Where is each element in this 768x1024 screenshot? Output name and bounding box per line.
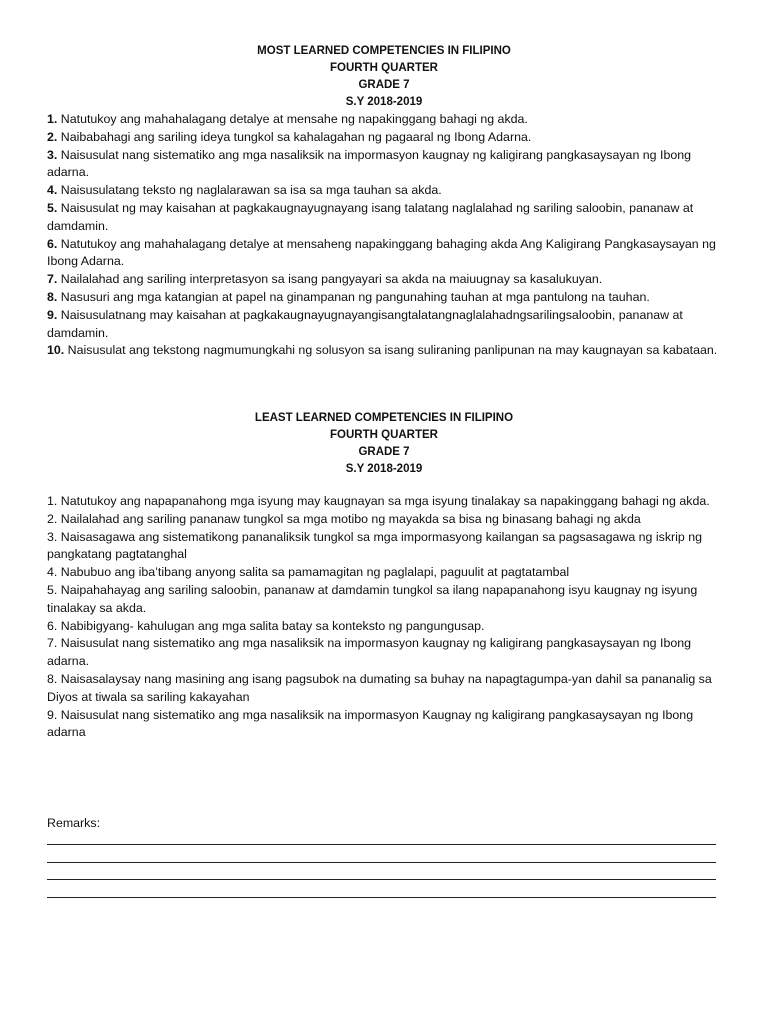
item-text: Nabibigyang- kahulugan ang mga salita batay sa konteksto ng pangungusap. bbox=[57, 618, 485, 633]
remarks-line bbox=[47, 897, 716, 898]
item-number: 6. bbox=[47, 236, 58, 251]
item-number: 2. bbox=[47, 511, 58, 526]
list-item bbox=[47, 564, 721, 582]
most-heading-title: MOST LEARNED COMPETENCIES IN FILIPINO bbox=[257, 45, 511, 57]
item-number: 9. bbox=[47, 307, 58, 322]
item-number: 8. bbox=[47, 671, 58, 686]
item-text: Naipahahayag ang sariling saloobin, pananaw at damdamin tungkol sa ilang napapanahong isyu kaugnay ng isyung tinalakay sa akda. bbox=[47, 582, 698, 615]
item-text: Naisusulat ng may kaisahan at pagkakaugnayugnayang isang talatang naglalahad ng sariling saloobin, pananaw at damdamin. bbox=[47, 200, 694, 233]
remarks-section bbox=[47, 815, 721, 914]
least-heading-grade: GRADE 7 bbox=[358, 446, 410, 458]
least-learned-heading bbox=[47, 410, 721, 478]
item-text: Nabubuo ang iba’tibang anyong salita sa pamamagitan ng paglalapi, paguulit at pagtatambal bbox=[57, 565, 570, 580]
item-text: Natutukoy ang mahahalagang detalye at mensahe ng napakinggang bahagi ng akda. bbox=[57, 112, 528, 126]
most-heading-grade: GRADE 7 bbox=[358, 79, 410, 91]
most-learned-heading bbox=[47, 43, 721, 111]
item-text: Naisusulatnang may kaisahan at pagkakaugnayugnayangisangtalatangnaglalahadngsarilingsaloobin, pananaw at damdamin. bbox=[47, 307, 683, 340]
list-item bbox=[47, 289, 721, 307]
item-number: 5. bbox=[47, 582, 58, 597]
item-text: Naisusulat nang sistematiko ang mga nasaliksik na impormasyon kaugnay ng kaligirang pangkasaysayan ng Ibong adarna. bbox=[47, 147, 692, 180]
item-text: Natutukoy ang mahahalagang detalye at mensaheng napakinggang bahaging akda Ang Kaligirang Pangkasaysayan ng Ibong Adarna. bbox=[47, 236, 716, 269]
remarks-line bbox=[47, 844, 716, 845]
list-item bbox=[47, 271, 721, 289]
item-text: Naisusulat nang sistematiko ang mga nasaliksik na impormasyon Kaugnay ng kaligirang pangkasaysayan ng Ibong adarna bbox=[47, 707, 694, 740]
list-item bbox=[47, 111, 721, 129]
list-item bbox=[47, 582, 721, 618]
item-number: 4. bbox=[47, 565, 58, 580]
item-number: 8. bbox=[47, 289, 58, 304]
item-number: 7. bbox=[47, 272, 58, 287]
most-heading-quarter: FOURTH QUARTER bbox=[330, 62, 438, 74]
least-heading-quarter: FOURTH QUARTER bbox=[330, 429, 438, 441]
list-item bbox=[47, 307, 721, 343]
item-number: 2. bbox=[47, 129, 58, 144]
item-number: 10. bbox=[47, 343, 65, 358]
item-text: Natutukoy ang napapanahong mga isyung may kaugnayan sa mga isyung tinalakay sa napakinggang bahagi ng akda. bbox=[57, 494, 710, 508]
least-heading-school-year: S.Y 2018-2019 bbox=[345, 463, 423, 475]
list-item bbox=[47, 147, 721, 183]
list-item bbox=[47, 671, 721, 707]
item-number: 6. bbox=[47, 618, 58, 633]
item-number: 3. bbox=[47, 529, 58, 544]
item-number: 7. bbox=[47, 636, 58, 651]
item-text: Nasusuri ang mga katangian at papel na ginampanan ng pangunahing tauhan at mga pantulong na tauhan. bbox=[57, 289, 650, 304]
list-item bbox=[47, 200, 721, 236]
remarks-label: Remarks: bbox=[47, 816, 101, 830]
item-number: 9. bbox=[47, 707, 58, 722]
item-number: 1. bbox=[47, 112, 58, 126]
most-heading-school-year: S.Y 2018-2019 bbox=[345, 96, 423, 108]
item-number: 4. bbox=[47, 183, 58, 198]
list-item bbox=[47, 493, 721, 511]
least-learned-list bbox=[47, 493, 721, 742]
list-item bbox=[47, 129, 721, 147]
item-text: Naisasagawa ang sistematikong pananaliksik tungkol sa mga impormasyong kailangan sa pagsasagawa ng iskrip ng pangkatang pagtatanghal bbox=[47, 529, 703, 562]
list-item bbox=[47, 182, 721, 200]
list-item bbox=[47, 236, 721, 272]
item-text: Naisusulat nang sistematiko ang mga nasaliksik na impormasyon kaugnay ng kaligirang pangkasaysayan ng Ibong adarna. bbox=[47, 636, 692, 669]
item-text: Naibabahagi ang sariling ideya tungkol sa kahalagahan ng pagaaral ng Ibong Adarna. bbox=[57, 129, 532, 144]
least-learned-section bbox=[47, 410, 721, 742]
item-text: Nailalahad ang sariling pananaw tungkol sa mga motibo ng mayakda sa bisa ng binasang bahagi ng akda bbox=[57, 511, 641, 526]
item-text: Naisasalaysay nang masining ang isang pagsubok na dumating sa buhay na napagtagumpa-yan dahil sa pananalig sa Diyos at tiwala sa sariling kakayahan bbox=[47, 671, 712, 704]
item-text: Naisusulat ang tekstong nagmumungkahi ng solusyon sa isang suliraning panlipunan na may kaugnayan sa kabataan. bbox=[64, 343, 718, 358]
most-learned-section bbox=[47, 43, 721, 360]
remarks-line bbox=[47, 862, 716, 863]
least-heading-title: LEAST LEARNED COMPETENCIES IN FILIPINO bbox=[254, 412, 514, 424]
list-item bbox=[47, 529, 721, 565]
item-number: 5. bbox=[47, 200, 58, 215]
list-item bbox=[47, 342, 721, 360]
item-text: Naisusulatang teksto ng naglalarawan sa isa sa mga tauhan sa akda. bbox=[57, 183, 442, 198]
list-item bbox=[47, 635, 721, 671]
remarks-line bbox=[47, 879, 716, 880]
item-text: Nailalahad ang sariling interpretasyon sa isang pangyayari sa akda na maiuugnay sa kasalukuyan. bbox=[57, 272, 603, 287]
item-number: 3. bbox=[47, 147, 58, 162]
list-item bbox=[47, 707, 721, 743]
item-number: 1. bbox=[47, 494, 58, 508]
most-learned-list bbox=[47, 111, 721, 360]
list-item bbox=[47, 511, 721, 529]
list-item bbox=[47, 618, 721, 636]
